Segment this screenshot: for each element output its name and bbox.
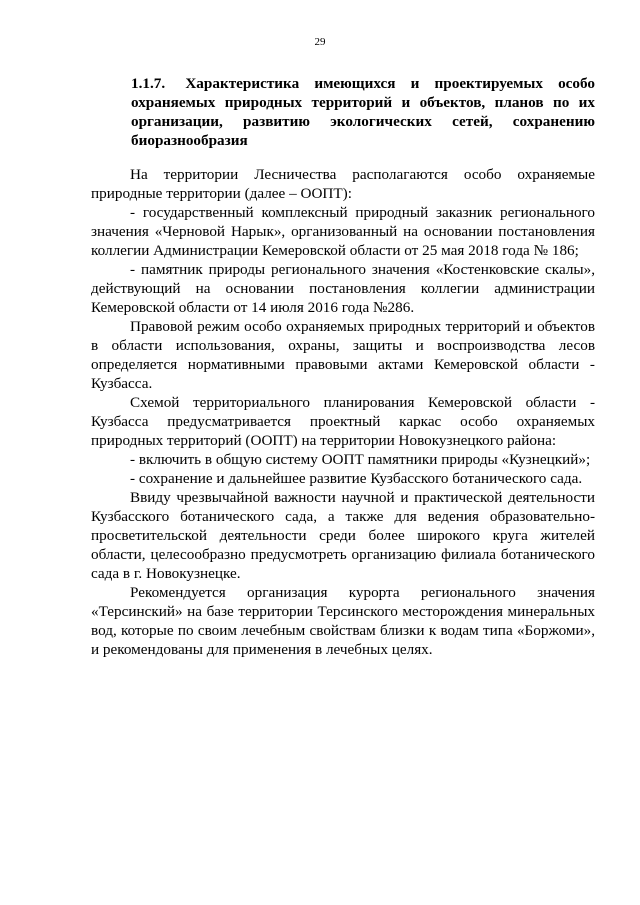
paragraph-list-item: - памятник природы регионального значения «Костенковские скалы», действующий на основании постановления коллегии администрации Кемеровской области от 14 июля 2016 года №286. (91, 261, 595, 316)
section-number: 1.1.7. (131, 75, 166, 92)
paragraph: Правовой режим особо охраняемых природных территорий и объектов в области использования, охраны, защиты и воспроизводства лесов определяется нормативными правовыми актами Кемеровской области - Кузбасса. (91, 318, 595, 392)
section-heading (91, 74, 595, 150)
page-content (91, 74, 595, 659)
paragraph: Рекомендуется организация курорта регионального значения «Терсинский» на базе территории Терсинского месторождения минеральных вод, которые по своим лечебным свойствам близки к водам типа «Боржоми», и рекомендованы для применения в лечебных целях. (91, 584, 595, 658)
paragraph: Схемой территориального планирования Кемеровской области - Кузбасса предусматривается проектный каркас особо охраняемых природных территорий (ООПТ) на территории Новокузнецкого района: (91, 394, 595, 449)
paragraph-list-item: - сохранение и дальнейшее развитие Кузбасского ботанического сада. (130, 470, 583, 487)
paragraph-list-item: - включить в общую систему ООПТ памятники природы «Кузнецкий»; (130, 451, 591, 468)
page-number: 29 (314, 36, 326, 48)
section-title: Характеристика имеющихся и проектируемых особо охраняемых природных территорий и объектов, планов по их организации, развитию экологических сетей, сохранению биоразнообразия (131, 75, 596, 149)
paragraph-intro: На территории Лесничества располагаются особо охраняемые природные территории (далее – ООПТ): (91, 166, 595, 202)
paragraph: Ввиду чрезвычайной важности научной и практической деятельности Кузбасского ботанического сада, а также для ведения образовательно-просветительской деятельности среди более широкого круга жителей области, целесообразно предусмотреть организацию филиала ботанического сада в г. Новокузнецке. (91, 489, 595, 582)
paragraph-list-item: - государственный комплексный природный заказник регионального значения «Черновой Нарык», организованный на основании постановления коллегии Администрации Кемеровской области от 25 мая 2018 года № 186; (91, 204, 595, 259)
